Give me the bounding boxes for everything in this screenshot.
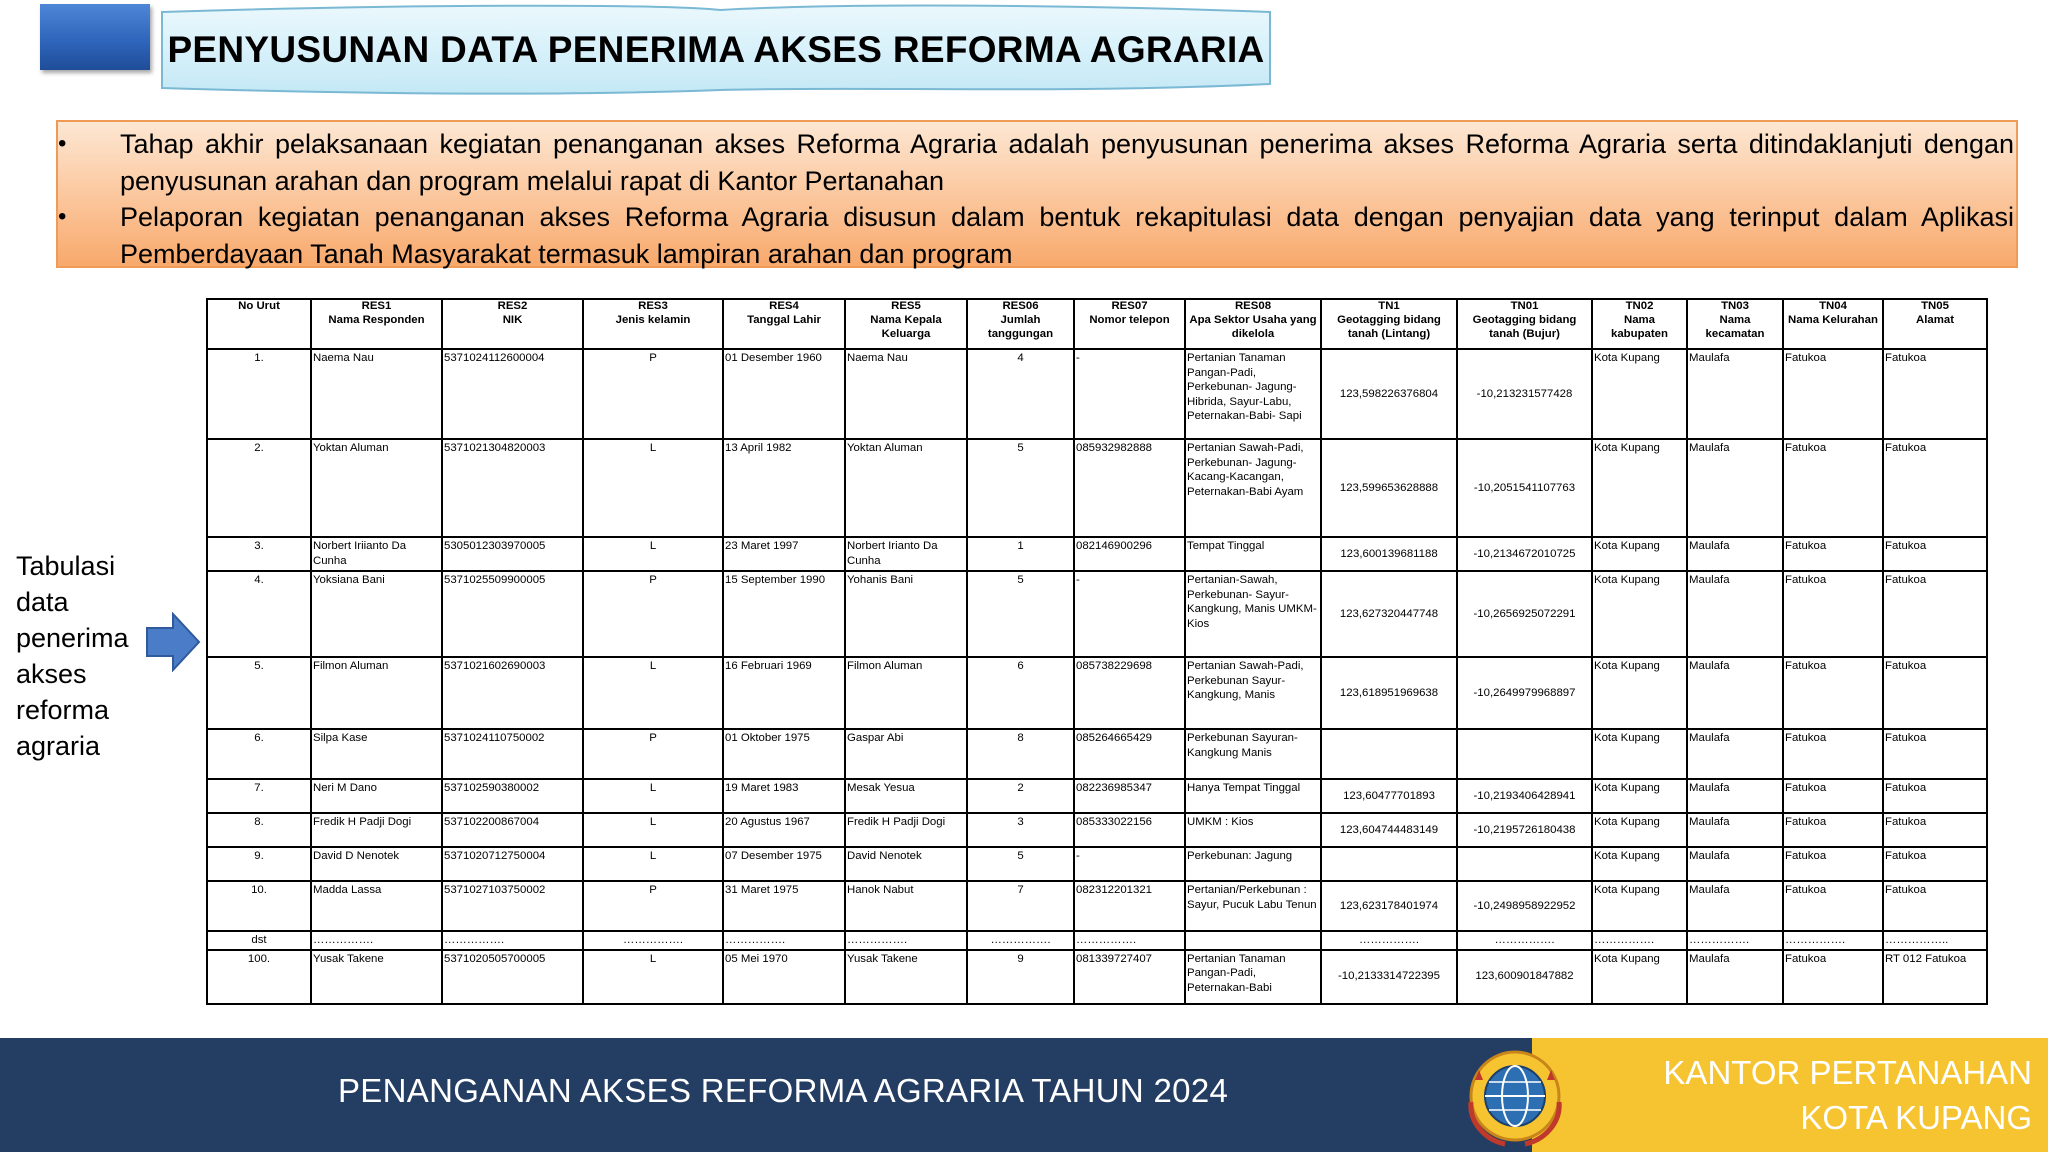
table-cell: Alamat [1883, 312, 1987, 349]
table-cell: 123,600901847882 [1457, 950, 1592, 1004]
table-cell: 5371021304820003 [442, 439, 583, 537]
table-cell: Nama Kelurahan [1783, 312, 1883, 349]
table-cell: Mesak Yesua [845, 779, 967, 813]
table-cell: 23 Maret 1997 [723, 537, 845, 571]
table-row [207, 847, 1987, 881]
table-cell: 082146900296 [1074, 537, 1185, 571]
table-cell: ……………. [1457, 931, 1592, 950]
table-cell: Fredik H Padji Dogi [845, 813, 967, 847]
table-cell: Fatukoa [1783, 349, 1883, 439]
table-cell: 5. [207, 657, 311, 729]
table-cell: Norbert Iriianto Da Cunha [311, 537, 442, 571]
table-cell: Fatukoa [1883, 729, 1987, 779]
table-cell: Nama Responden [311, 312, 442, 349]
table-cell: Fatukoa [1883, 571, 1987, 657]
table-cell: Perkebunan: Jagung [1185, 847, 1321, 881]
table-cell: 123,604744483149 [1321, 813, 1457, 847]
table-cell: Nama Kepala Keluarga [845, 312, 967, 349]
table-cell: 1 [967, 537, 1074, 571]
table-cell: ……………. [442, 931, 583, 950]
table-cell: 5371024112600004 [442, 349, 583, 439]
table-cell: 123,599653628888 [1321, 439, 1457, 537]
table-cell: ……………. [845, 931, 967, 950]
table-cell: 13 April 1982 [723, 439, 845, 537]
table-cell: 1. [207, 349, 311, 439]
table-row [207, 881, 1987, 931]
table-cell: RT 012 Fatukoa [1883, 950, 1987, 1004]
table-cell: 5371025509900005 [442, 571, 583, 657]
table-cell: 123,618951969638 [1321, 657, 1457, 729]
table-cell: Pertanian Tanaman Pangan-Padi, Perkebunan- Jagung-Hibrida, Sayur-Labu, Peternakan-Babi- Sapi [1185, 349, 1321, 439]
table-cell: Fredik H Padji Dogi [311, 813, 442, 847]
table-cell: Neri M Dano [311, 779, 442, 813]
table-cell: TN03 [1687, 299, 1783, 312]
table-cell: Maulafa [1687, 439, 1783, 537]
table-cell: 01 Oktober 1975 [723, 729, 845, 779]
bullet-dot: • [58, 130, 67, 157]
table-cell: Pertanian-Sawah, Perkebunan- Sayur-Kangkung, Manis UMKM-Kios [1185, 571, 1321, 657]
table-cell: -10,2051541107763 [1457, 439, 1592, 537]
table-cell: 082236985347 [1074, 779, 1185, 813]
table-cell: RES08 [1185, 299, 1321, 312]
table-cell: Pertanian Sawah-Padi, Perkebunan- Jagung-Kacang-Kacangan, Peternakan-Babi Ayam [1185, 439, 1321, 537]
table-cell: 3 [967, 813, 1074, 847]
table-cell: 123,627320447748 [1321, 571, 1457, 657]
table-cell: 081339727407 [1074, 950, 1185, 1004]
table-cell: Jumlah tanggungan [967, 312, 1074, 349]
table-cell: Fatukoa [1783, 537, 1883, 571]
table-cell: Kota Kupang [1592, 657, 1687, 729]
table-cell: …………….. [1883, 931, 1987, 950]
table-cell: NIK [442, 312, 583, 349]
table-cell: Yusak Takene [845, 950, 967, 1004]
bullet-item-2 [58, 199, 2016, 272]
page-title: PENYUSUNAN DATA PENERIMA AKSES REFORMA AGRARIA [167, 29, 1265, 70]
table-cell: L [583, 657, 723, 729]
decorative-blue-square [40, 4, 150, 70]
table-cell: 085333022156 [1074, 813, 1185, 847]
table-cell: 5 [967, 439, 1074, 537]
table-cell: Fatukoa [1883, 779, 1987, 813]
table-cell [1457, 729, 1592, 779]
table-cell: L [583, 779, 723, 813]
table-cell: ……………. [311, 931, 442, 950]
table-cell: 537102590380002 [442, 779, 583, 813]
table-cell: 01 Desember 1960 [723, 349, 845, 439]
table-cell: 5 [967, 571, 1074, 657]
table-cell: Pertanian Sawah-Padi, Perkebunan Sayur-Kangkung, Manis [1185, 657, 1321, 729]
side-label: Tabulasi data penerima akses reforma agraria [16, 551, 129, 761]
table-cell: Kota Kupang [1592, 779, 1687, 813]
table-cell: Yusak Takene [311, 950, 442, 1004]
table-cell: RES1 [311, 299, 442, 312]
table-cell: Kota Kupang [1592, 439, 1687, 537]
table-row [207, 950, 1987, 1004]
table-cell: Tanggal Lahir [723, 312, 845, 349]
table-cell: 123,623178401974 [1321, 881, 1457, 931]
table-cell: ……………. [967, 931, 1074, 950]
table-cell: 19 Maret 1983 [723, 779, 845, 813]
table-cell: TN1 [1321, 299, 1457, 312]
table-cell: -10,2195726180438 [1457, 813, 1592, 847]
footer-office [1663, 1050, 2032, 1140]
table-cell: Pertanian Tanaman Pangan-Padi, Peternakan-Babi [1185, 950, 1321, 1004]
table-cell: Fatukoa [1883, 657, 1987, 729]
table-row [207, 537, 1987, 571]
table-cell: TN02 [1592, 299, 1687, 312]
table-code-row [207, 299, 1987, 312]
table-row [207, 813, 1987, 847]
table-cell: P [583, 349, 723, 439]
table-cell: Naema Nau [311, 349, 442, 439]
table-cell: 100. [207, 950, 311, 1004]
table-cell: -10,2649979968897 [1457, 657, 1592, 729]
table-cell: Silpa Kase [311, 729, 442, 779]
table-cell [1185, 931, 1321, 950]
table-cell: -10,213231577428 [1457, 349, 1592, 439]
table-cell: RES4 [723, 299, 845, 312]
recipient-data-table [206, 298, 1988, 1005]
table-cell: David D Nenotek [311, 847, 442, 881]
table-cell: L [583, 537, 723, 571]
table-cell: ……………. [1074, 931, 1185, 950]
table-cell: 2. [207, 439, 311, 537]
table-cell: Jenis kelamin [583, 312, 723, 349]
table-cell: ……………. [583, 931, 723, 950]
table-cell: Filmon Aluman [845, 657, 967, 729]
table-cell: dst [207, 931, 311, 950]
table-cell: Yohanis Bani [845, 571, 967, 657]
table-cell: Tempat Tinggal [1185, 537, 1321, 571]
table-cell: 15 September 1990 [723, 571, 845, 657]
table-cell: Maulafa [1687, 571, 1783, 657]
table-cell: P [583, 881, 723, 931]
table-cell: Norbert Irianto Da Cunha [845, 537, 967, 571]
table-cell: Maulafa [1687, 779, 1783, 813]
table-cell: Pertanian/Perkebunan : Sayur, Pucuk Labu Tenun [1185, 881, 1321, 931]
table-row [207, 931, 1987, 950]
table-cell: ……………. [1592, 931, 1687, 950]
table-cell: Fatukoa [1883, 813, 1987, 847]
table-cell: ……………. [1687, 931, 1783, 950]
table-cell: 7 [967, 881, 1074, 931]
table-cell: Apa Sektor Usaha yang dikelola [1185, 312, 1321, 349]
table-cell: 085264665429 [1074, 729, 1185, 779]
table-cell: 7. [207, 779, 311, 813]
table-cell: TN01 [1457, 299, 1592, 312]
table-cell: Fatukoa [1783, 847, 1883, 881]
table-cell: No Urut [207, 299, 311, 312]
table-cell: 31 Maret 1975 [723, 881, 845, 931]
table-cell: 10. [207, 881, 311, 931]
table-cell: 9. [207, 847, 311, 881]
atr-bpn-logo [1455, 1040, 1575, 1152]
table-cell: Geotagging bidang tanah (Lintang) [1321, 312, 1457, 349]
right-arrow-icon [145, 612, 201, 672]
table-cell: - [1074, 571, 1185, 657]
table-cell: ……………. [1783, 931, 1883, 950]
table-cell: Maulafa [1687, 813, 1783, 847]
table-cell: Maulafa [1687, 537, 1783, 571]
table-cell: Naema Nau [845, 349, 967, 439]
table-cell: 5305012303970005 [442, 537, 583, 571]
table-cell: 5371020505700005 [442, 950, 583, 1004]
table-cell: 4. [207, 571, 311, 657]
table-cell: 5371020712750004 [442, 847, 583, 881]
table-cell: Fatukoa [1883, 847, 1987, 881]
table-cell: Fatukoa [1783, 950, 1883, 1004]
table-row [207, 439, 1987, 537]
table-cell: Nama kecamatan [1687, 312, 1783, 349]
table-cell: Yoktan Aluman [845, 439, 967, 537]
table-cell: Fatukoa [1783, 729, 1883, 779]
table-cell: 16 Februari 1969 [723, 657, 845, 729]
table-cell: Hanok Nabut [845, 881, 967, 931]
footer-title: PENANGANAN AKSES REFORMA AGRARIA TAHUN 2024 [338, 1072, 1229, 1109]
table-cell: UMKM : Kios [1185, 813, 1321, 847]
table-cell: Hanya Tempat Tinggal [1185, 779, 1321, 813]
bullet-box [56, 120, 2018, 268]
table-cell: 082312201321 [1074, 881, 1185, 931]
table-cell: Fatukoa [1783, 881, 1883, 931]
table-cell: 20 Agustus 1967 [723, 813, 845, 847]
table-cell [1457, 847, 1592, 881]
table-cell: TN05 [1883, 299, 1987, 312]
table-cell: Fatukoa [1783, 571, 1883, 657]
table-cell: Maulafa [1687, 349, 1783, 439]
table-cell: Maulafa [1687, 657, 1783, 729]
table-cell: Geotagging bidang tanah (Bujur) [1457, 312, 1592, 349]
table-cell: 8 [967, 729, 1074, 779]
table-cell: 07 Desember 1975 [723, 847, 845, 881]
table-row [207, 571, 1987, 657]
table-cell: RES06 [967, 299, 1074, 312]
table-cell: 5371027103750002 [442, 881, 583, 931]
table-cell: Fatukoa [1783, 813, 1883, 847]
bullet-text-1: Tahap akhir pelaksanaan kegiatan penanganan akses Reforma Agraria adalah penyusunan penerima akses Reforma Agraria serta ditindaklanjuti dengan penyusunan arahan dan program melalui rapat di Kantor Pertanahan [120, 129, 2014, 196]
table-cell: 123,600139681188 [1321, 537, 1457, 571]
table-cell: 123,60477701893 [1321, 779, 1457, 813]
table-cell: RES5 [845, 299, 967, 312]
table-cell: Gaspar Abi [845, 729, 967, 779]
table-cell: Yoksiana Bani [311, 571, 442, 657]
table-cell: P [583, 571, 723, 657]
table-cell: Maulafa [1687, 729, 1783, 779]
table-cell: 6. [207, 729, 311, 779]
table-cell: -10,2193406428941 [1457, 779, 1592, 813]
table-cell: Kota Kupang [1592, 813, 1687, 847]
table-cell: 123,598226376804 [1321, 349, 1457, 439]
office-line-1: KANTOR PERTANAHAN [1663, 1054, 2032, 1091]
table-cell: 5371021602690003 [442, 657, 583, 729]
table-cell: ……………. [723, 931, 845, 950]
table-cell: 537102200867004 [442, 813, 583, 847]
bullet-dot: • [58, 203, 67, 230]
table-cell: 9 [967, 950, 1074, 1004]
table-cell: Fatukoa [1883, 349, 1987, 439]
table-cell: Fatukoa [1783, 657, 1883, 729]
table-cell: Fatukoa [1883, 439, 1987, 537]
table-row [207, 657, 1987, 729]
table-cell: Kota Kupang [1592, 571, 1687, 657]
table-cell: 8. [207, 813, 311, 847]
table-cell: Fatukoa [1883, 881, 1987, 931]
office-line-2: KOTA KUPANG [1800, 1099, 2032, 1136]
table-cell: -10,2498958922952 [1457, 881, 1592, 931]
table-cell: Kota Kupang [1592, 537, 1687, 571]
table-cell: L [583, 439, 723, 537]
bullet-item-1 [58, 126, 2016, 199]
table-cell: 5371024110750002 [442, 729, 583, 779]
table-cell: Maulafa [1687, 881, 1783, 931]
table-cell: Kota Kupang [1592, 729, 1687, 779]
table-cell: Maulafa [1687, 950, 1783, 1004]
table-cell: Perkebunan Sayuran-Kangkung Manis [1185, 729, 1321, 779]
table-cell: RES07 [1074, 299, 1185, 312]
table-cell: 5 [967, 847, 1074, 881]
table-row [207, 779, 1987, 813]
table-cell: -10,2134672010725 [1457, 537, 1592, 571]
table-cell: 2 [967, 779, 1074, 813]
table-cell: Madda Lassa [311, 881, 442, 931]
table-cell: Maulafa [1687, 847, 1783, 881]
table-cell: L [583, 813, 723, 847]
table-cell: RES2 [442, 299, 583, 312]
table-cell: -10,2656925072291 [1457, 571, 1592, 657]
table-row [207, 349, 1987, 439]
table-cell: Yoktan Aluman [311, 439, 442, 537]
table-cell: 3. [207, 537, 311, 571]
table-cell: Fatukoa [1883, 537, 1987, 571]
table-cell: Fatukoa [1783, 779, 1883, 813]
table-cell: Nama kabupaten [1592, 312, 1687, 349]
title-banner [160, 4, 1272, 90]
table-cell: TN04 [1783, 299, 1883, 312]
table-row [207, 729, 1987, 779]
table-cell: 6 [967, 657, 1074, 729]
table-cell: RES3 [583, 299, 723, 312]
table-cell: Kota Kupang [1592, 847, 1687, 881]
table-cell: 4 [967, 349, 1074, 439]
table-cell: -10,2133314722395 [1321, 950, 1457, 1004]
table-cell: Kota Kupang [1592, 881, 1687, 931]
table-cell: Fatukoa [1783, 439, 1883, 537]
table-cell [207, 312, 311, 349]
table-cell [1321, 847, 1457, 881]
table-cell: 085932982888 [1074, 439, 1185, 537]
table-cell: - [1074, 847, 1185, 881]
table-cell: Kota Kupang [1592, 349, 1687, 439]
table-cell [1321, 729, 1457, 779]
table-cell: L [583, 950, 723, 1004]
table-cell: P [583, 729, 723, 779]
table-cell: L [583, 847, 723, 881]
table-cell: 05 Mei 1970 [723, 950, 845, 1004]
table-cell: David Nenotek [845, 847, 967, 881]
table-cell: ……………. [1321, 931, 1457, 950]
bullet-text-2: Pelaporan kegiatan penanganan akses Reforma Agraria disusun dalam bentuk rekapitulasi data dengan penyajian data yang terinput dalam Aplikasi Pemberdayaan Tanah Masyarakat termasuk lampiran arahan dan program [120, 202, 2014, 269]
table-cell: Filmon Aluman [311, 657, 442, 729]
table-header-row [207, 312, 1987, 349]
table-cell: - [1074, 349, 1185, 439]
table-cell: Nomor telepon [1074, 312, 1185, 349]
table-cell: 085738229698 [1074, 657, 1185, 729]
table-cell: Kota Kupang [1592, 950, 1687, 1004]
